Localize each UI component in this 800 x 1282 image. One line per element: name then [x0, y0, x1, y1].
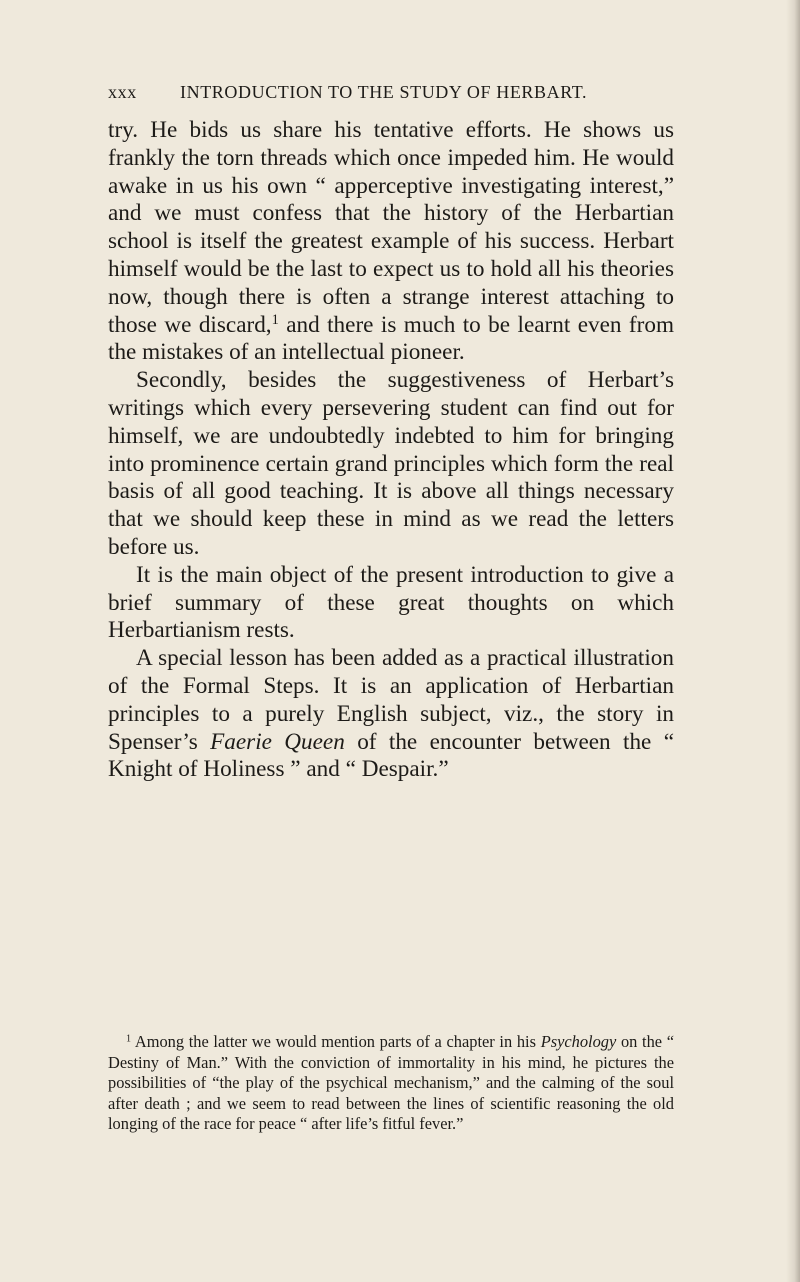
paragraph [108, 367, 674, 562]
footnote-reference: 1 [271, 311, 279, 328]
paragraph-text: try. He bids us share his tentative efforts. He shows us frankly the torn threads which once impeded him. He would awake in us his own “ apperceptive investigating interest,” and we must confess that the history of the Herbartian school is itself the greatest example of his success. Herbart himself would be the last to expect us to hold all his theories now, though there is often a strange interest attaching to those we discard, [108, 117, 674, 338]
paragraph [108, 562, 674, 645]
paragraph-text: and there is much to be learnt even from the mistakes of an intellectual pioneer. [108, 311, 674, 366]
body-text [108, 117, 674, 784]
page-number: xxx [108, 82, 137, 102]
running-title: INTRODUCTION TO THE STUDY OF HERBART. [180, 82, 588, 102]
paragraph [108, 117, 674, 367]
paragraph-text: Secondly, besides the suggestiveness of Herbart’s writings which every persevering student can find out for himself, we are undoubtedly indebted to him for bringing into prominence certain grand principles which form the real basis of all good teaching. It is above all things necessary that we should keep these in mind as we read the letters before us. [108, 367, 674, 560]
footnote-text: on the “ Destiny of Man.” With the conviction of immortality in his mind, he pictures the possibilities of “the play of the psychical mechanism,” and the calming of the soul after death ; and we seem to read between the lines of scientific reasoning the old longing of the race for peace “ after life’s fitful fever.” [108, 1032, 675, 1134]
page-edge-shadow [786, 0, 800, 1282]
paragraph-text: It is the main object of the present introduction to give a brief summary of these great thoughts on which Herbartianism rests. [108, 561, 674, 644]
running-head [108, 82, 674, 110]
paragraph-text: of the encounter between the “ Knight of Holiness ” and “ Despair.” [108, 728, 674, 783]
footnote-marker: 1 [126, 1033, 132, 1045]
footnote [108, 1032, 674, 1135]
paragraph-text: A special lesson has been added as a practical illustration of the Formal Steps. It is an application of Herbartian principles to a purely English subject, viz., the story in Spenser’s [108, 645, 674, 755]
book-title: Faerie Queen [210, 728, 345, 755]
paragraph [108, 645, 674, 784]
footnotes [108, 1032, 674, 1135]
book-title: Psychology [540, 1032, 617, 1051]
footnote-text: Among the latter we would mention parts of a chapter in his [131, 1032, 541, 1051]
